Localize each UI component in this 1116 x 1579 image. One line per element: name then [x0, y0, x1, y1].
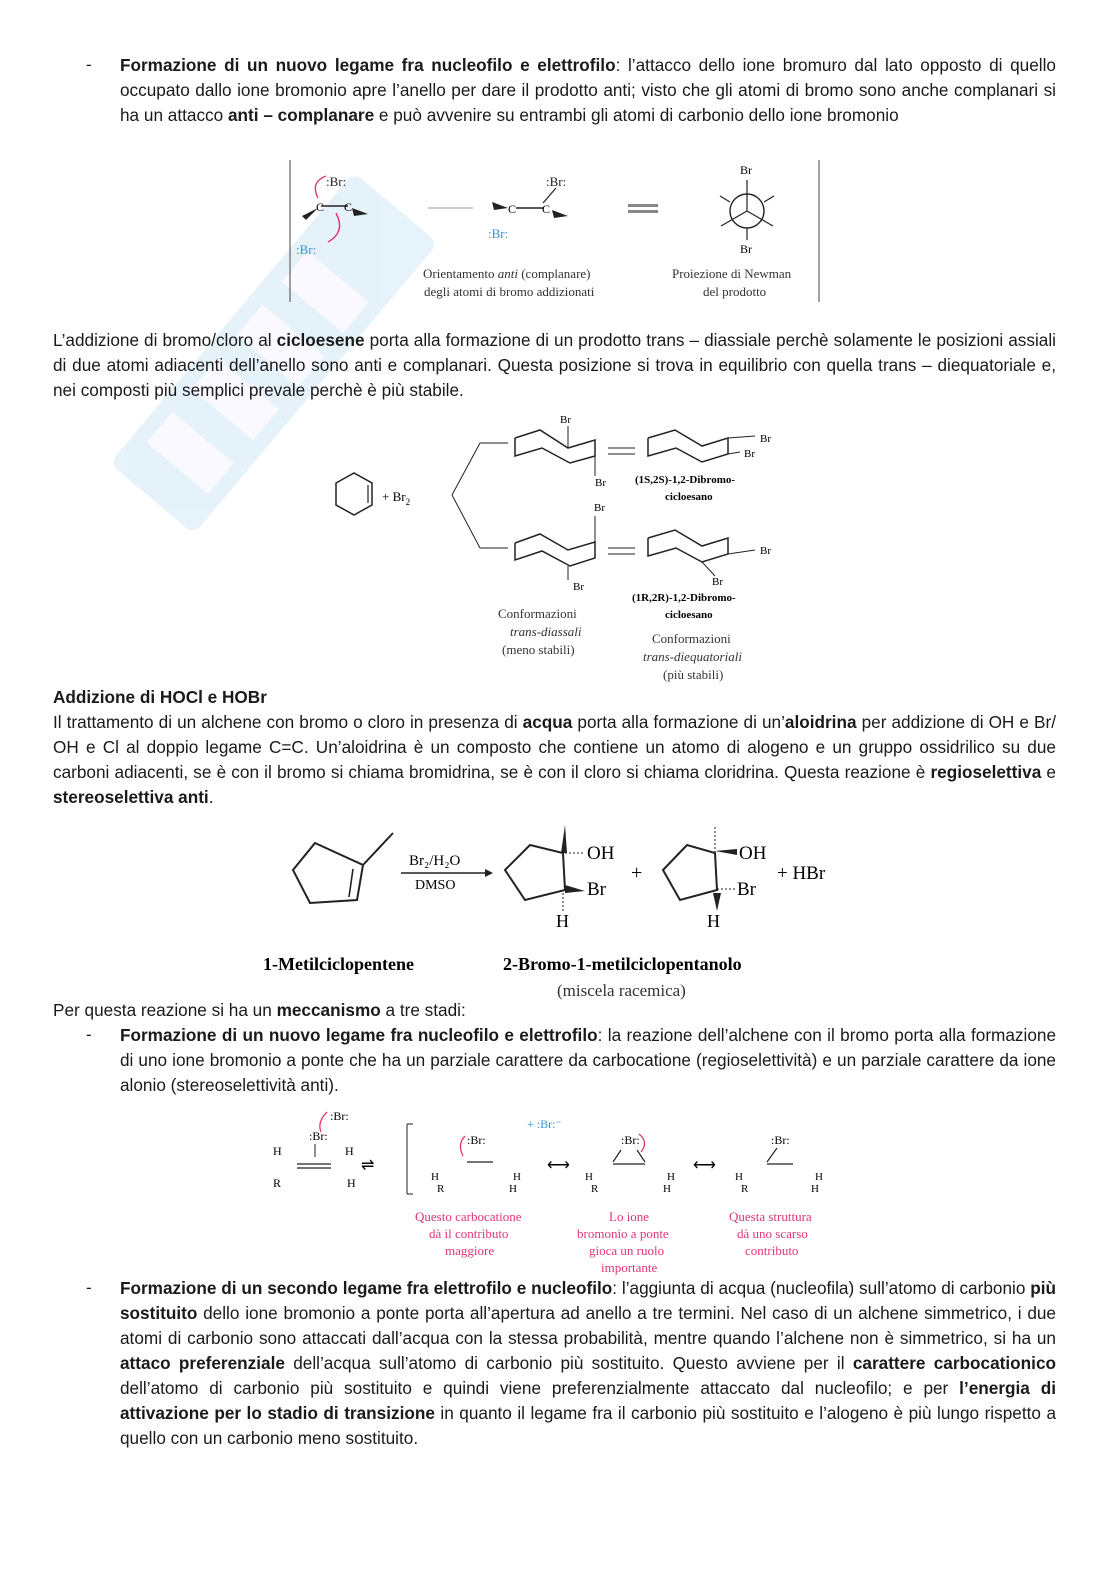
bold-term: cicloesene — [276, 330, 365, 350]
figure-halohydrin-reaction — [255, 825, 855, 1003]
bromide-label: + :Br:⁻ — [527, 1117, 562, 1131]
caption-red: maggiore — [445, 1243, 495, 1258]
caption-text: del prodotto — [703, 284, 767, 299]
oh-label: OH — [739, 843, 767, 864]
svg-text:H: H — [431, 1171, 439, 1183]
h-label: H — [707, 911, 720, 931]
caption-red: Lo ione — [609, 1209, 650, 1224]
paragraph-halohydrin — [53, 710, 1056, 810]
bold-term: stereoselettiva anti — [53, 787, 209, 807]
caption-red: bromonio a ponte — [577, 1226, 669, 1241]
svg-text:C: C — [344, 200, 353, 214]
text-run: Il trattamento di un alchene con bromo o cloro in presenza di — [53, 712, 523, 732]
svg-text:H: H — [509, 1183, 517, 1195]
bullet-dash: - — [86, 55, 92, 74]
text-run: per addizione di OH e Br/ OH e Cl al doppio legame C=C. Un’aloidrina è un composto che contiene un atomo di alogeno e un gruppo ossidrilico su due carboni adiacenti, se è con il bromo si chiama bromidrina, se è con il cloro si chiama cloridrina. Questa reazione è — [53, 712, 1056, 782]
svg-text::Br:: :Br: — [326, 174, 347, 189]
text-run: . — [208, 787, 214, 807]
caption-text: (meno stabili) — [502, 642, 575, 657]
figure-bromonium-resonance — [265, 1102, 840, 1278]
svg-text:Orientamento anti (complanare) — [423, 266, 591, 281]
bullet-dash: - — [86, 1278, 92, 1297]
svg-text::Br:: :Br: — [467, 1133, 486, 1147]
svg-text::Br:: :Br: — [621, 1133, 640, 1147]
bullet-paragraph-3 — [120, 1276, 1056, 1451]
product-name: (1S,2S)-1,2-Dibromo- — [635, 474, 736, 486]
text-run: a tre stadi: — [380, 1000, 466, 1020]
caption-red: importante — [601, 1260, 658, 1275]
br-label: Br — [760, 545, 771, 557]
caption-red: gioca un ruolo — [589, 1243, 665, 1258]
svg-text:C: C — [542, 202, 551, 216]
caption-text: Proiezione di Newman — [672, 266, 792, 281]
text-run: in quanto il legame fra il carbonio più sostituito e l’alogeno è più lungo rispetto a quello con un carbonio meno sostituito. — [120, 1403, 1056, 1448]
br-label: Br — [744, 448, 755, 460]
bold-term: Formazione di un nuovo legame fra nucleofilo e elettrofilo — [120, 55, 616, 75]
caption-text: Conformazioni — [652, 631, 731, 646]
caption-text: trans-diequatoriali — [643, 649, 742, 664]
bold-term: più sostituito — [120, 1278, 1056, 1323]
reagent-bottom: DMSO — [415, 878, 456, 893]
svg-text:H: H — [663, 1183, 671, 1195]
bold-term: carattere carbocationico — [852, 1353, 1056, 1373]
caption-red: dà il contributo — [429, 1226, 509, 1241]
paragraph-mechanism — [53, 998, 1056, 1023]
svg-text:H: H — [345, 1144, 354, 1158]
text-run: L’addizione di bromo/cloro al — [53, 330, 277, 350]
br-label: Br — [573, 581, 584, 593]
text-run: e può avvenire su entrambi gli atomi di carbonio dello ione bromonio — [374, 105, 899, 125]
svg-text:H: H — [667, 1171, 675, 1183]
bold-term: Formazione di un nuovo legame fra nucleofilo e elettrofilo — [120, 1025, 598, 1045]
svg-text::Br:: :Br: — [546, 174, 567, 189]
caption-red: dà uno scarso — [737, 1226, 808, 1241]
bullet-dash: - — [86, 1025, 92, 1044]
caption-text: (complanare) — [517, 266, 591, 281]
section-heading: Addizione di HOCl e HOBr — [53, 687, 267, 707]
newman-br-bottom: Br — [740, 242, 752, 256]
br-label: Br — [760, 433, 771, 445]
reagent-top: Br₂/H₂O — [409, 853, 461, 869]
svg-text:C: C — [316, 200, 325, 214]
reagent-text: + Br — [382, 489, 406, 504]
caption-text: Orientamento — [423, 266, 498, 281]
br-label: Br — [595, 477, 606, 489]
newman-br-top: Br — [740, 163, 752, 177]
bullet-paragraph-2 — [120, 1023, 1056, 1098]
text-run: dell’atomo di carbonio più sostituito e quindi viene preferenzialmente attaccato dal nucleofilo; e per — [120, 1378, 960, 1398]
bold-term: regioselettiva — [930, 762, 1042, 782]
compound-name: 1-Metilciclopentene — [263, 954, 414, 974]
oh-label: OH — [587, 843, 615, 864]
svg-text::Br:: :Br: — [296, 242, 317, 257]
bold-term: l’energia di attivazione per lo stadio di transizione — [120, 1378, 1056, 1423]
figure-anti-addition — [288, 158, 823, 304]
h-label: H — [556, 911, 569, 931]
caption-italic: anti — [497, 266, 518, 281]
text-run: Per questa reazione si ha un — [53, 1000, 277, 1020]
reagent-sub: 2 — [405, 497, 411, 507]
svg-text:H: H — [735, 1171, 743, 1183]
bullet-paragraph-1 — [120, 53, 1056, 128]
svg-text:H: H — [815, 1171, 823, 1183]
caption-text: Conformazioni — [498, 606, 577, 621]
br-label: Br — [560, 414, 571, 426]
bold-term: acqua — [522, 712, 573, 732]
caption-text: trans-diassali — [510, 624, 582, 639]
svg-text:H: H — [513, 1171, 521, 1183]
caption-red: contributo — [745, 1243, 799, 1258]
text-run: dell’acqua sull’atomo di carbonio più sostituito. Questo avviene per il — [284, 1353, 853, 1373]
svg-text:C: C — [508, 202, 517, 216]
bold-term: meccanismo — [276, 1000, 381, 1020]
caption-text: degli atomi di bromo addizionati — [424, 284, 595, 299]
svg-text:⟷: ⟷ — [693, 1157, 716, 1174]
svg-text:+ Br2 — [382, 489, 410, 507]
paragraph-cycloexene — [53, 328, 1056, 403]
svg-text:R: R — [437, 1183, 445, 1195]
svg-text:H: H — [347, 1176, 356, 1190]
text-run: dello ione bromonio a ponte porta all’apertura ad anello a tre termini. Nel caso di un alchene simmetrico, i due atomi di carbonio sono attaccati dall’acqua con la stessa probabilità, mentre quando l’alchene non è simmetrico, si ha un — [120, 1303, 1056, 1348]
compound-name: 2-Bromo-1-metilciclopentanolo — [503, 954, 742, 974]
br-label: Br — [712, 576, 723, 588]
product-name: cicloesano — [665, 491, 713, 503]
product-name: cicloesano — [665, 609, 713, 621]
bold-term: anti – complanare — [227, 105, 375, 125]
svg-text:R: R — [591, 1183, 599, 1195]
svg-text:H: H — [273, 1144, 282, 1158]
bold-term: Formazione di un secondo legame fra elettrofilo e nucleofilo — [120, 1278, 613, 1298]
text-run: porta alla formazione di un’ — [572, 712, 785, 732]
svg-text:R: R — [273, 1176, 282, 1190]
svg-text:R: R — [741, 1183, 749, 1195]
svg-text::Br:: :Br: — [330, 1109, 349, 1123]
plus-sign: + — [631, 862, 643, 884]
br-label: Br — [587, 879, 606, 900]
caption-text: (più stabili) — [663, 667, 724, 682]
svg-text:H: H — [585, 1171, 593, 1183]
svg-text::Br:: :Br: — [309, 1129, 328, 1143]
svg-text:H: H — [811, 1183, 819, 1195]
text-run: e — [1041, 762, 1056, 782]
bold-term: attaco preferenziale — [120, 1353, 285, 1373]
bold-term: aloidrina — [784, 712, 857, 732]
svg-text::Br:: :Br: — [771, 1133, 790, 1147]
caption-red: Questa struttura — [729, 1209, 812, 1224]
compound-subtitle: (miscela racemica) — [557, 981, 686, 1000]
product-name: (1R,2R)-1,2-Dibromo- — [632, 592, 736, 604]
caption-red: Questo carbocatione — [415, 1209, 522, 1224]
text-run: porta alla formazione di un prodotto trans – diassiale perchè solamente le posizioni assiali di due atomi adiacenti dell’anello sono anti e complanari. Questa posizione si trova in equilibrio con quella trans – diequatoriale e, nei composti più semplici prevale perchè è più stabile. — [53, 330, 1056, 400]
br-label: Br — [594, 502, 605, 514]
br-label: Br — [737, 879, 756, 900]
svg-text:⇌: ⇌ — [361, 1157, 375, 1174]
figure-cyclohexene-bromination — [330, 408, 790, 688]
text-run: : la reazione dell’alchene con il bromo porta alla formazione di uno ione bromonio a ponte che ha un parziale carattere da carbocatione (regioselettività) e un parziale carattere da ione alonio (stereoselettività anti). — [120, 1025, 1057, 1095]
hbr-label: + HBr — [777, 863, 826, 884]
svg-text::Br:: :Br: — [488, 226, 509, 241]
text-run: : l’attacco dello ione bromuro dal lato opposto di quello occupato dallo ione bromonio apre l’anello per dare il prodotto anti; visto che gli atomi di bromo sono anche complanari si ha un attacco — [120, 55, 1056, 125]
svg-text:⟷: ⟷ — [547, 1157, 570, 1174]
text-run: : l’aggiunta di acqua (nucleofila) sull’atomo di carbonio — [612, 1278, 1031, 1298]
